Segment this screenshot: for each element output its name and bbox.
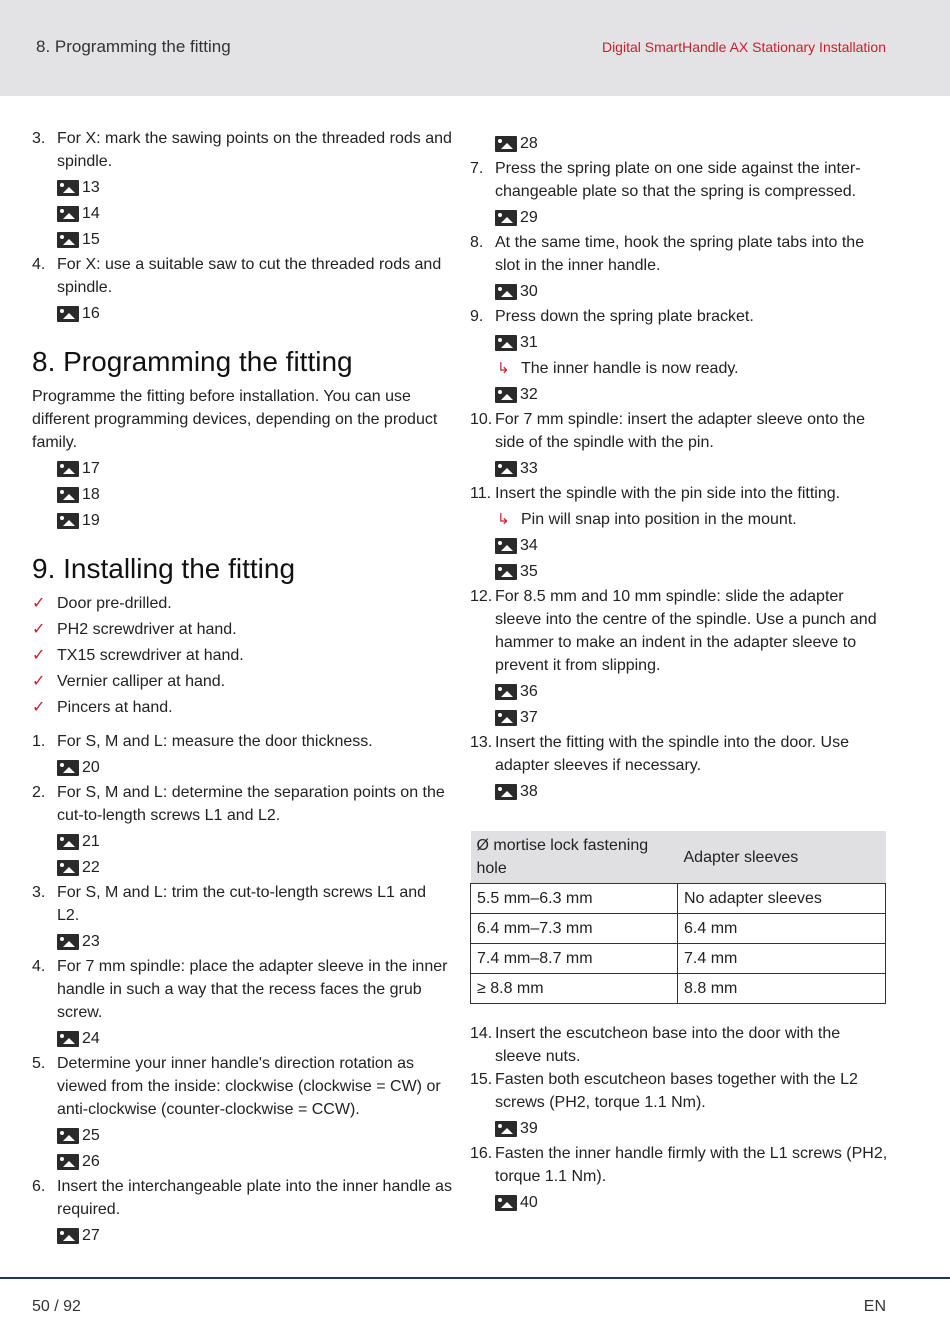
figure-reference [57,483,452,506]
figure-reference [495,280,890,303]
figure-reference [57,756,452,779]
step-number: 6. [32,1178,46,1195]
result-arrow-icon: ↳ [497,360,510,377]
step-item [470,1142,890,1188]
image-icon [57,860,79,876]
table-cell: No adapter sleeves [678,884,886,914]
step-item [470,731,890,777]
image-icon [495,210,517,226]
step-number: 13. [470,734,493,751]
step-text: For S, M and L: measure the door thickness. [57,733,373,750]
step-item [32,781,452,827]
figure-reference [495,780,890,803]
image-icon [57,1031,79,1047]
figure-reference [495,680,890,703]
step-item [470,482,890,505]
step-item [32,730,452,753]
figure-reference [495,534,890,557]
step-item [470,305,890,328]
figure-number: 19 [82,512,100,529]
table-cell: ≥ 8.8 mm [471,974,678,1004]
checklist-text: Vernier calliper at hand. [57,673,226,690]
figure-number: 17 [82,460,100,477]
image-icon [495,538,517,554]
footer-divider [0,1277,950,1279]
installation-steps [32,730,452,1247]
figure-reference [57,1124,452,1147]
image-icon [495,1195,517,1211]
image-icon [57,934,79,950]
checklist-item [32,644,452,667]
step-result [470,508,890,531]
requirements-checklist [32,592,452,719]
step-item [470,1022,890,1068]
checklist-item [32,592,452,615]
checklist-text: TX15 screwdriver at hand. [57,647,244,664]
checkmark-icon: ✓ [32,673,46,690]
image-icon [57,306,79,322]
table-cell: 8.8 mm [678,974,886,1004]
figure-reference [57,202,452,225]
figure-reference [57,830,452,853]
figure-number: 31 [520,334,538,351]
figure-reference [495,206,890,229]
adapter-sleeve-table [470,831,886,1004]
table-header-cell: Adapter sleeves [678,831,886,884]
section-title: 8. Programming the fitting [36,37,231,56]
step-text: For X: use a suitable saw to cut the threaded rods and spindle. [57,256,442,296]
step-number: 4. [32,958,46,975]
image-icon [495,710,517,726]
figure-reference [495,1191,890,1214]
step-number: 5. [32,1055,46,1072]
image-icon [495,684,517,700]
figure-number: 38 [520,783,538,800]
step-text: For S, M and L: trim the cut-to-length screws L1 and L2. [57,884,427,924]
figure-reference [57,228,452,251]
image-icon [57,461,79,477]
page-number: 50 / 92 [32,1298,81,1315]
figure-reference [57,302,452,325]
step-item [470,231,890,277]
step-number: 11. [470,485,492,502]
image-icon [57,1154,79,1170]
image-icon [57,1128,79,1144]
table-header-row [471,831,886,884]
step-item [32,881,452,927]
heading-programming: 8. Programming the fitting [32,346,353,377]
figure-reference [495,383,890,406]
figure-number: 14 [82,205,100,222]
figure-reference [57,509,452,532]
final-steps [470,1022,890,1214]
step-text: For 8.5 mm and 10 mm spindle: slide the adapter sleeve into the centre of the spindle. Use a punch and hammer to make an indent in the adapter sleeve to prevent it from slipping. [495,588,877,674]
image-icon [495,784,517,800]
figure-number: 13 [82,179,100,196]
step-text: Insert the interchangeable plate into the inner handle as required. [57,1178,452,1218]
step-number: 1. [32,733,46,750]
step-text: Insert the fitting with the spindle into the door. Use adapter sleeves if necessary. [495,734,849,774]
left-column [32,127,452,1249]
figure-reference [57,930,452,953]
step-text: For 7 mm spindle: place the adapter sleeve in the inner handle in such a way that the recess faces the grub screw. [57,958,448,1021]
step-number: 3. [32,130,46,147]
heading-installing: 9. Installing the fitting [32,553,296,584]
image-icon [495,1121,517,1137]
table-cell: 7.4 mm–8.7 mm [471,944,678,974]
figure-reference [57,457,452,480]
step-text: Insert the spindle with the pin side into the fitting. [495,485,841,502]
image-icon [57,1228,79,1244]
image-icon [57,760,79,776]
figure-number: 40 [520,1194,538,1211]
image-icon [495,564,517,580]
figure-reference [57,856,452,879]
step-item [32,1175,452,1221]
language-code: EN [863,1298,886,1315]
programming-figures [32,457,452,532]
image-icon [495,335,517,351]
figure-number: 22 [82,859,100,876]
table-cell: 6.4 mm [678,914,886,944]
table-cell: 5.5 mm–6.3 mm [471,884,678,914]
step-text: For X: mark the sawing points on the threaded rods and spindle. [57,130,452,170]
figure-number: 35 [520,563,538,580]
figure-reference [57,1224,452,1247]
step-item [470,1068,890,1114]
figure-number: 36 [520,683,538,700]
step-text: Insert the escutcheon base into the door with the sleeve nuts. [495,1025,841,1065]
programming-paragraph: Programme the fitting before installation. You can use different programming devices, depending on the product family. [32,388,438,451]
step-text: Fasten the inner handle firmly with the L1 screws (PH2, torque 1.1 Nm). [495,1145,888,1185]
step-number: 4. [32,256,46,273]
table-cell: 7.4 mm [678,944,886,974]
figure-reference [495,706,890,729]
step-number: 12. [470,588,493,605]
step-number: 2. [32,784,46,801]
step-number: 15. [470,1071,493,1088]
figure-number: 39 [520,1120,538,1137]
image-icon [57,232,79,248]
image-icon [57,513,79,529]
image-icon [495,136,517,152]
figure-number: 25 [82,1127,100,1144]
figure-reference [495,560,890,583]
checkmark-icon: ✓ [32,621,46,638]
step-number: 10. [470,411,493,428]
step-text: At the same time, hook the spring plate tabs into the slot in the inner handle. [495,234,865,274]
installation-steps-continued [470,157,890,803]
figure-number: 18 [82,486,100,503]
step-number: 9. [470,308,484,325]
result-text: Pin will snap into position in the mount. [521,511,797,528]
page-header [0,0,950,96]
image-icon [495,461,517,477]
figure-reference [495,132,890,155]
image-icon [495,284,517,300]
result-text: The inner handle is now ready. [521,360,739,377]
figure-number: 29 [520,209,538,226]
continued-steps [32,127,452,325]
table-row [471,944,886,974]
step-item [470,585,890,677]
figure-reference [495,457,890,480]
figure-number: 26 [82,1153,100,1170]
figure-number: 24 [82,1030,100,1047]
figure-number: 28 [520,135,538,152]
step-result [470,357,890,380]
step-text: Press the spring plate on one side against the inter-changeable plate so that the spring is compressed. [495,160,861,200]
table-cell: 6.4 mm–7.3 mm [471,914,678,944]
figure-number: 20 [82,759,100,776]
step-number: 8. [470,234,484,251]
right-column [470,129,890,1216]
table-row [471,974,886,1004]
checkmark-icon: ✓ [32,595,46,612]
step-text: Press down the spring plate bracket. [495,308,754,325]
top-figure [470,132,890,155]
step-item [32,127,452,173]
figure-number: 37 [520,709,538,726]
checklist-item [32,670,452,693]
figure-number: 23 [82,933,100,950]
step-number: 3. [32,884,46,901]
checkmark-icon: ✓ [32,647,46,664]
figure-number: 30 [520,283,538,300]
document-title: Digital SmartHandle AX Stationary Installation [601,39,886,55]
figure-number: 16 [82,305,100,322]
figure-reference [495,331,890,354]
figure-number: 27 [82,1227,100,1244]
figure-reference [57,1027,452,1050]
image-icon [57,487,79,503]
figure-reference [57,1150,452,1173]
result-arrow-icon: ↳ [497,511,510,528]
checklist-text: Pincers at hand. [57,699,173,716]
figure-number: 32 [520,386,538,403]
image-icon [495,387,517,403]
step-text: Determine your inner handle's direction rotation as viewed from the inside: clockwise (clockwise = CW) or anti-clockwise (counter-clockwise = CCW). [57,1055,441,1118]
step-item [470,408,890,454]
image-icon [57,180,79,196]
checklist-item [32,618,452,641]
step-item [32,253,452,299]
table-header-cell: Ø mortise lock fastening hole [471,831,678,884]
figure-number: 33 [520,460,538,477]
checklist-text: PH2 screwdriver at hand. [57,621,237,638]
step-item [470,157,890,203]
step-number: 7. [470,160,484,177]
table-row [471,914,886,944]
step-text: Fasten both escutcheon bases together with the L2 screws (PH2, torque 1.1 Nm). [495,1071,858,1111]
step-number: 16. [470,1145,493,1162]
step-number: 14. [470,1025,493,1042]
checkmark-icon: ✓ [32,699,46,716]
image-icon [57,206,79,222]
image-icon [57,834,79,850]
figure-number: 34 [520,537,538,554]
figure-reference [495,1117,890,1140]
figure-number: 15 [82,231,100,248]
step-item [32,955,452,1024]
step-text: For 7 mm spindle: insert the adapter sleeve onto the side of the spindle with the pin. [495,411,865,451]
table-row [471,884,886,914]
figure-reference [57,176,452,199]
step-text: For S, M and L: determine the separation points on the cut-to-length screws L1 and L2. [57,784,445,824]
checklist-item [32,696,452,719]
figure-number: 21 [82,833,100,850]
step-item [32,1052,452,1121]
checklist-text: Door pre-drilled. [57,595,172,612]
